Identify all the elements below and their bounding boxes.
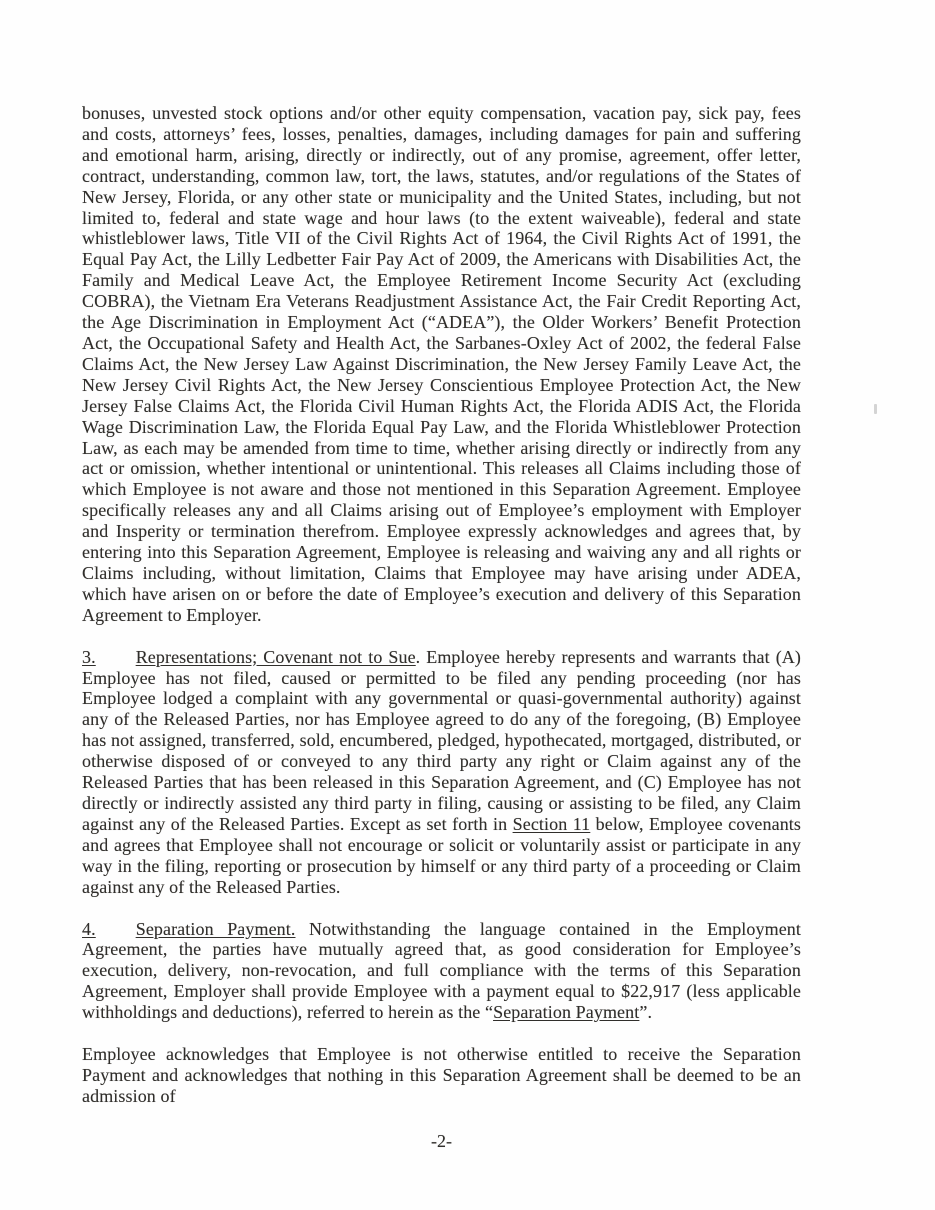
separation-payment-paragraph bbox=[82, 919, 801, 1024]
section-4-heading: Separation Payment. bbox=[135, 918, 296, 939]
separation-payment-defined-term: Separation Payment bbox=[493, 1002, 640, 1023]
page-number: -2- bbox=[431, 1131, 452, 1151]
release-scope-text: bonuses, unvested stock options and/or other equity compensation, vacation pay, sick pay, fees and costs, attorneys’ fees, losses, penalties, damages, including damages for pain and suffering and emotional harm, arising, directly or indirectly, out of any promise, agreement, offer letter, contract, understanding, common law, tort, the laws, statutes, and/or regulations of the States of New Jersey, Florida, or any other state or municipality and the United States, including, but not limited to, federal and state wage and hour laws (to the extent waiveable), federal and state whistleblower laws, Title VII of the Civil Rights Act of 1964, the Civil Rights Act of 1991, the Equal Pay Act, the Lilly Ledbetter Fair Pay Act of 2009, the Americans with Disabilities Act, the Family and Medical Leave Act, the Employee Retirement Income Security Act (excluding COBRA), the Vietnam Era Veterans Readjustment Assistance Act, the Fair Credit Reporting Act, the Age Discrimination in Employment Act (“ADEA”), the Older Workers’ Benefit Protection Act, the Occupational Safety and Health Act, the Sarbanes-Oxley Act of 2002, the federal False Claims Act, the New Jersey Law Against Discrimination, the New Jersey Family Leave Act, the New Jersey Civil Rights Act, the New Jersey Conscientious Employee Protection Act, the New Jersey False Claims Act, the Florida Civil Human Rights Act, the Florida ADIS Act, the Florida Wage Discrimination Law, the Florida Equal Pay Law, and the Florida Whistleblower Protection Law, as each may be amended from time to time, whether arising directly or indirectly from any act or omission, whether intentional or unintentional. This releases all Claims including those of which Employee is not aware and those not mentioned in this Separation Agreement. Employee specifically releases any and all Claims arising out of Employee’s employment with Employer and Insperity or termination therefrom. Employee expressly acknowledges and agrees that, by entering into this Separation Agreement, Employee is releasing and waiving any and all rights or Claims including, without limitation, Claims that Employee may have arising under ADEA, which have arisen on or before the date of Employee’s execution and delivery of this Separation Agreement to Employer. bbox=[82, 103, 801, 625]
section-3-heading: Representations; Covenant not to Sue bbox=[135, 646, 416, 667]
section-4-number: 4. bbox=[82, 918, 96, 939]
acknowledgement-text: Employee acknowledges that Employee is not otherwise entitled to receive the Separation Payment and acknowledges that nothing in this Separation Agreement shall be deemed to be an admission of bbox=[82, 1044, 801, 1106]
section-11-reference: Section 11 bbox=[512, 813, 591, 834]
section-4-body-2: ”. bbox=[639, 1002, 653, 1023]
document-text-block bbox=[82, 103, 801, 1107]
section-4-body-1: Notwithstanding the language contained in the Employment Agreement, the parties have mutually agreed that, as good consideration for Employee’s execution, delivery, non-revocation, and full compliance with the terms of this Separation Agreement, Employer shall provide Employee with a payment equal to $22,917 (less applicable withholdings and deductions), referred to herein as the “ bbox=[82, 918, 801, 1023]
release-scope-paragraph bbox=[82, 103, 801, 626]
section-3-number: 3. bbox=[82, 646, 96, 667]
representations-covenant-paragraph bbox=[82, 647, 801, 898]
scan-artifact bbox=[874, 404, 877, 414]
section-3-body-1: . Employee hereby represents and warrants that (A) Employee has not filed, caused or permitted to be filed any pending proceeding (nor has Employee lodged a complaint with any governmental or quasi-governmental authority) against any of the Released Parties, nor has Employee agreed to do any of the foregoing, (B) Employee has not assigned, transferred, sold, encumbered, pledged, hypothecated, mortgaged, distributed, or otherwise disposed of or conveyed to any third party any right or Claim against any of the Released Parties that has been released in this Separation Agreement, and (C) Employee has not directly or indirectly assisted any third party in filing, causing or assisting to be filed, any Claim against any of the Released Parties. Except as set forth in bbox=[82, 646, 801, 834]
section-3-body-2: below, Employee covenants and agrees that Employee shall not encourage or solicit or voluntarily assist or participate in any way in the filing, reporting or prosecution by himself or any third party of a proceeding or Claim against any of the Released Parties. bbox=[82, 813, 802, 897]
acknowledgement-paragraph bbox=[82, 1044, 801, 1107]
